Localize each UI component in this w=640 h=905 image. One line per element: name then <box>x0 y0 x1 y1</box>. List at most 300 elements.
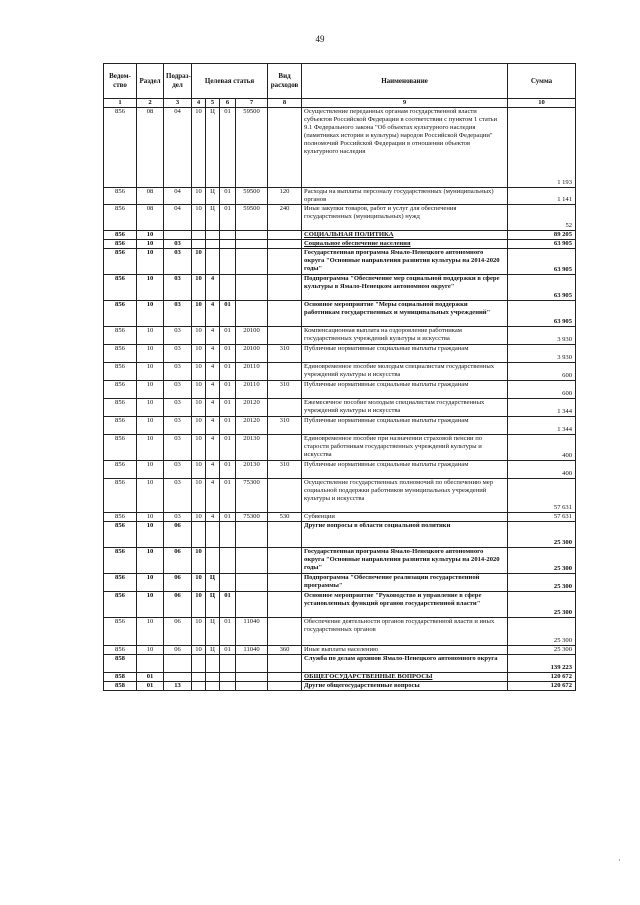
razdel-cell: 10 <box>137 479 164 513</box>
table-row <box>104 655 576 673</box>
razdel-cell: 08 <box>137 205 164 231</box>
activity-code-cell: 01 <box>220 417 236 435</box>
direction-code-cell: 20110 <box>236 381 268 399</box>
subprogram-code-cell: Ц <box>206 592 220 618</box>
sum-cell: 57 631 <box>508 479 576 513</box>
activity-code-cell: 01 <box>220 381 236 399</box>
direction-code-cell <box>236 522 268 548</box>
podrazdel-cell: 03 <box>164 327 192 345</box>
activity-code-cell: 01 <box>220 301 236 327</box>
sum-cell: 57 631 <box>508 513 576 522</box>
vedomstvo-cell: 856 <box>104 417 137 435</box>
vedomstvo-cell: 856 <box>104 188 137 205</box>
sum-cell: 1 141 <box>508 188 576 205</box>
subprogram-code-cell <box>206 240 220 249</box>
expense-type-cell <box>268 574 302 592</box>
razdel-cell: 10 <box>137 522 164 548</box>
budget-table <box>103 63 576 691</box>
vedomstvo-cell: 858 <box>104 682 137 691</box>
razdel-cell: 10 <box>137 231 164 240</box>
activity-code-cell: 01 <box>220 399 236 417</box>
podrazdel-cell: 03 <box>164 513 192 522</box>
column-number: 7 <box>236 99 268 108</box>
sum-cell: 25 300 <box>508 618 576 646</box>
activity-code-cell: 01 <box>220 363 236 381</box>
sum-cell: 3 930 <box>508 345 576 363</box>
direction-code-cell: 59500 <box>236 108 268 188</box>
vedomstvo-cell: 856 <box>104 592 137 618</box>
header-name: Наименование <box>302 64 508 99</box>
podrazdel-cell: 03 <box>164 240 192 249</box>
table-row <box>104 461 576 479</box>
vedomstvo-cell: 856 <box>104 275 137 301</box>
podrazdel-cell: 06 <box>164 522 192 548</box>
table-row <box>104 231 576 240</box>
vedomstvo-cell: 856 <box>104 381 137 399</box>
sum-cell: 120 672 <box>508 682 576 691</box>
sum-cell: 25 300 <box>508 548 576 574</box>
vedomstvo-cell: 856 <box>104 522 137 548</box>
activity-code-cell: 01 <box>220 592 236 618</box>
program-code-cell: 10 <box>192 327 206 345</box>
activity-code-cell <box>220 682 236 691</box>
name-cell: Социальное обеспечение населения <box>302 240 508 249</box>
name-cell: Обеспечение деятельности органов государственной власти и иных государственных органов <box>302 618 508 646</box>
direction-code-cell: 11040 <box>236 618 268 646</box>
program-code-cell <box>192 231 206 240</box>
program-code-cell <box>192 240 206 249</box>
table-row <box>104 399 576 417</box>
table-row <box>104 249 576 275</box>
header-sum: Сумма <box>508 64 576 99</box>
program-code-cell <box>192 673 206 682</box>
podrazdel-cell: 03 <box>164 435 192 461</box>
subprogram-code-cell: 4 <box>206 435 220 461</box>
table-row <box>104 417 576 435</box>
sum-cell: 25 300 <box>508 574 576 592</box>
table-row <box>104 381 576 399</box>
expense-type-cell <box>268 673 302 682</box>
sum-cell: 139 223 <box>508 655 576 673</box>
activity-code-cell <box>220 548 236 574</box>
vedomstvo-cell: 856 <box>104 345 137 363</box>
direction-code-cell <box>236 548 268 574</box>
program-code-cell: 10 <box>192 345 206 363</box>
activity-code-cell <box>220 574 236 592</box>
activity-code-cell: 01 <box>220 345 236 363</box>
program-code-cell: 10 <box>192 363 206 381</box>
podrazdel-cell: 06 <box>164 646 192 655</box>
podrazdel-cell: 03 <box>164 363 192 381</box>
direction-code-cell: 20110 <box>236 363 268 381</box>
header-expense-type: Вид расходов <box>268 64 302 99</box>
podrazdel-cell <box>164 673 192 682</box>
table-row <box>104 592 576 618</box>
program-code-cell: 10 <box>192 479 206 513</box>
direction-code-cell <box>236 301 268 327</box>
sum-cell: 1 193 <box>508 108 576 188</box>
subprogram-code-cell <box>206 682 220 691</box>
program-code-cell: 10 <box>192 417 206 435</box>
razdel-cell: 10 <box>137 301 164 327</box>
activity-code-cell: 01 <box>220 327 236 345</box>
table-header <box>104 64 576 99</box>
razdel-cell: 10 <box>137 513 164 522</box>
program-code-cell: 10 <box>192 108 206 188</box>
vedomstvo-cell: 856 <box>104 548 137 574</box>
razdel-cell: 01 <box>137 682 164 691</box>
table-row <box>104 363 576 381</box>
activity-code-cell: 01 <box>220 435 236 461</box>
activity-code-cell <box>220 275 236 301</box>
direction-code-cell <box>236 574 268 592</box>
podrazdel-cell: 06 <box>164 548 192 574</box>
razdel-cell: 10 <box>137 417 164 435</box>
program-code-cell: 10 <box>192 301 206 327</box>
expense-type-cell <box>268 249 302 275</box>
subprogram-code-cell: Ц <box>206 108 220 188</box>
program-code-cell <box>192 522 206 548</box>
table-row <box>104 646 576 655</box>
table-row <box>104 682 576 691</box>
table-row <box>104 345 576 363</box>
column-number: 4 <box>192 99 206 108</box>
program-code-cell: 10 <box>192 461 206 479</box>
podrazdel-cell: 03 <box>164 275 192 301</box>
vedomstvo-cell: 856 <box>104 363 137 381</box>
name-cell: Государственная программа Ямало-Ненецкого автономного округа "Основные направления развития культуры на 2014-2020 годы" <box>302 249 508 275</box>
name-cell: Осуществление государственных полномочий по обеспечению мер социальной поддержки работников муниципальных учреждений культуры и искусства <box>302 479 508 513</box>
podrazdel-cell: 03 <box>164 417 192 435</box>
vedomstvo-cell: 856 <box>104 574 137 592</box>
name-cell: Подпрограмма "Обеспечение мер социальной поддержки в сфере культуры в Ямало-Ненецком автономном округе" <box>302 275 508 301</box>
sum-cell: 63 905 <box>508 301 576 327</box>
subprogram-code-cell <box>206 231 220 240</box>
name-cell: Основное мероприятие "Меры социальной поддержки работникам государственных и муниципальных учреждений" <box>302 301 508 327</box>
direction-code-cell <box>236 240 268 249</box>
table-row <box>104 548 576 574</box>
program-code-cell: 10 <box>192 618 206 646</box>
name-cell: Служба по делам архивов Ямало-Ненецкого автономного округа <box>302 655 508 673</box>
activity-code-cell <box>220 249 236 275</box>
activity-code-cell <box>220 673 236 682</box>
expense-type-cell <box>268 231 302 240</box>
table-row <box>104 327 576 345</box>
podrazdel-cell: 03 <box>164 381 192 399</box>
razdel-cell: 01 <box>137 673 164 682</box>
podrazdel-cell: 03 <box>164 479 192 513</box>
direction-code-cell <box>236 231 268 240</box>
name-cell: Публичные нормативные социальные выплаты гражданам <box>302 461 508 479</box>
razdel-cell: 08 <box>137 188 164 205</box>
sum-cell: 89 205 <box>508 231 576 240</box>
direction-code-cell: 20120 <box>236 399 268 417</box>
sum-cell: 25 300 <box>508 522 576 548</box>
column-number: 5 <box>206 99 220 108</box>
expense-type-cell <box>268 327 302 345</box>
expense-type-cell <box>268 363 302 381</box>
program-code-cell: 10 <box>192 574 206 592</box>
sum-cell: 1 344 <box>508 417 576 435</box>
direction-code-cell: 59500 <box>236 188 268 205</box>
table-row <box>104 673 576 682</box>
table-row <box>104 108 576 188</box>
vedomstvo-cell: 856 <box>104 513 137 522</box>
razdel-cell: 10 <box>137 240 164 249</box>
subprogram-code-cell <box>206 522 220 548</box>
subprogram-code-cell: 4 <box>206 399 220 417</box>
podrazdel-cell: 04 <box>164 205 192 231</box>
vedomstvo-cell: 856 <box>104 461 137 479</box>
program-code-cell: 10 <box>192 513 206 522</box>
razdel-cell <box>137 655 164 673</box>
direction-code-cell: 20100 <box>236 345 268 363</box>
page-number: 49 <box>315 34 325 44</box>
table-row <box>104 205 576 231</box>
vedomstvo-cell: 858 <box>104 673 137 682</box>
subprogram-code-cell: Ц <box>206 646 220 655</box>
expense-type-cell <box>268 240 302 249</box>
subprogram-code-cell: Ц <box>206 574 220 592</box>
direction-code-cell: 20100 <box>236 327 268 345</box>
direction-code-cell: 11040 <box>236 646 268 655</box>
vedomstvo-cell: 856 <box>104 327 137 345</box>
activity-code-cell <box>220 240 236 249</box>
column-number: 3 <box>164 99 192 108</box>
sum-cell: 3 930 <box>508 327 576 345</box>
activity-code-cell: 01 <box>220 646 236 655</box>
vedomstvo-cell: 856 <box>104 399 137 417</box>
subprogram-code-cell: 4 <box>206 513 220 522</box>
activity-code-cell: 01 <box>220 188 236 205</box>
podrazdel-cell: 03 <box>164 301 192 327</box>
expense-type-cell: 120 <box>268 188 302 205</box>
direction-code-cell: 75300 <box>236 513 268 522</box>
vedomstvo-cell: 858 <box>104 655 137 673</box>
direction-code-cell: 20130 <box>236 435 268 461</box>
razdel-cell: 10 <box>137 381 164 399</box>
razdel-cell: 08 <box>137 108 164 188</box>
header-vedomstvo: Ведом-ство <box>104 64 137 99</box>
expense-type-cell <box>268 435 302 461</box>
direction-code-cell <box>236 275 268 301</box>
subprogram-code-cell: Ц <box>206 188 220 205</box>
subprogram-code-cell: 4 <box>206 327 220 345</box>
direction-code-cell <box>236 592 268 618</box>
program-code-cell: 10 <box>192 275 206 301</box>
sum-cell: 52 <box>508 205 576 231</box>
name-cell: Государственная программа Ямало-Ненецкого автономного округа "Основные направления развития культуры на 2014-2020 годы" <box>302 548 508 574</box>
razdel-cell: 10 <box>137 646 164 655</box>
sum-cell: 120 672 <box>508 673 576 682</box>
activity-code-cell <box>220 522 236 548</box>
expense-type-cell <box>268 682 302 691</box>
razdel-cell: 10 <box>137 275 164 301</box>
podrazdel-cell: 06 <box>164 592 192 618</box>
activity-code-cell: 01 <box>220 479 236 513</box>
podrazdel-cell: 06 <box>164 574 192 592</box>
name-cell: Единовременное пособие молодым специалистам государственных учреждений культуры и искусства <box>302 363 508 381</box>
activity-code-cell <box>220 231 236 240</box>
activity-code-cell: 01 <box>220 108 236 188</box>
sum-cell: 400 <box>508 461 576 479</box>
activity-code-cell: 01 <box>220 205 236 231</box>
name-cell: Субвенции <box>302 513 508 522</box>
expense-type-cell: 310 <box>268 417 302 435</box>
razdel-cell: 10 <box>137 618 164 646</box>
razdel-cell: 10 <box>137 461 164 479</box>
vedomstvo-cell: 856 <box>104 205 137 231</box>
razdel-cell: 10 <box>137 548 164 574</box>
podrazdel-cell <box>164 231 192 240</box>
expense-type-cell <box>268 592 302 618</box>
name-cell: СОЦИАЛЬНАЯ ПОЛИТИКА <box>302 231 508 240</box>
sum-cell: 63 905 <box>508 249 576 275</box>
header-target-article: Целевая статья <box>192 64 268 99</box>
subprogram-code-cell: 4 <box>206 275 220 301</box>
activity-code-cell <box>220 655 236 673</box>
name-cell: Основное мероприятие "Руководство и управление в сфере установленных функций органов государственной власти" <box>302 592 508 618</box>
name-cell: Другие общегосударственные вопросы <box>302 682 508 691</box>
program-code-cell: 10 <box>192 205 206 231</box>
name-cell: Осуществление переданных органам государственной власти субъектов Российской Федерации в соответствии с пунктом 1 статьи 9.1 Федерального закона "Об объектах культурного наследия (памятниках истории и культуры) народов Российской Федерации" полномочий Российской Федерации в отношении объектов культурного наследия <box>302 108 508 188</box>
podrazdel-cell: 13 <box>164 682 192 691</box>
subprogram-code-cell <box>206 655 220 673</box>
subprogram-code-cell: Ц <box>206 205 220 231</box>
table-body <box>104 108 576 691</box>
direction-code-cell <box>236 655 268 673</box>
direction-code-cell: 75300 <box>236 479 268 513</box>
expense-type-cell: 240 <box>268 205 302 231</box>
name-cell: Публичные нормативные социальные выплаты гражданам <box>302 381 508 399</box>
expense-type-cell <box>268 108 302 188</box>
podrazdel-cell: 03 <box>164 399 192 417</box>
table-row <box>104 574 576 592</box>
subprogram-code-cell: 4 <box>206 417 220 435</box>
header-razdel: Раздел <box>137 64 164 99</box>
sum-cell: 600 <box>508 381 576 399</box>
subprogram-code-cell: 4 <box>206 461 220 479</box>
vedomstvo-cell: 856 <box>104 301 137 327</box>
vedomstvo-cell: 856 <box>104 618 137 646</box>
sum-cell: 1 344 <box>508 399 576 417</box>
table-row <box>104 188 576 205</box>
subprogram-code-cell <box>206 548 220 574</box>
sum-cell: 63 905 <box>508 275 576 301</box>
table-row <box>104 240 576 249</box>
column-number: 6 <box>220 99 236 108</box>
program-code-cell: 10 <box>192 646 206 655</box>
program-code-cell: 10 <box>192 435 206 461</box>
vedomstvo-cell: 856 <box>104 479 137 513</box>
column-number: 8 <box>268 99 302 108</box>
subprogram-code-cell: 4 <box>206 363 220 381</box>
podrazdel-cell: 03 <box>164 461 192 479</box>
table-row <box>104 479 576 513</box>
subprogram-code-cell: 4 <box>206 345 220 363</box>
expense-type-cell <box>268 399 302 417</box>
name-cell: Публичные нормативные социальные выплаты гражданам <box>302 345 508 363</box>
direction-code-cell: 59500 <box>236 205 268 231</box>
column-number: 2 <box>137 99 164 108</box>
direction-code-cell <box>236 673 268 682</box>
razdel-cell: 10 <box>137 435 164 461</box>
sum-cell: 25 300 <box>508 592 576 618</box>
expense-type-cell: 310 <box>268 461 302 479</box>
vedomstvo-cell: 856 <box>104 646 137 655</box>
sum-cell: 63 905 <box>508 240 576 249</box>
direction-code-cell: 20120 <box>236 417 268 435</box>
name-cell: Расходы на выплаты персоналу государственных (муниципальных) органов <box>302 188 508 205</box>
subprogram-code-cell: 4 <box>206 301 220 327</box>
vedomstvo-cell: 856 <box>104 435 137 461</box>
program-code-cell <box>192 655 206 673</box>
name-cell: Ежемесячное пособие молодым специалистам государственных учреждений культуры и искусства <box>302 399 508 417</box>
expense-type-cell: 310 <box>268 345 302 363</box>
subprogram-code-cell: 4 <box>206 479 220 513</box>
expense-type-cell: 310 <box>268 381 302 399</box>
program-code-cell: 10 <box>192 592 206 618</box>
direction-code-cell <box>236 249 268 275</box>
name-cell: Другие вопросы в области социальной политики <box>302 522 508 548</box>
expense-type-cell <box>268 655 302 673</box>
name-cell: ОБЩЕГОСУДАРСТВЕННЫЕ ВОПРОСЫ <box>302 673 508 682</box>
razdel-cell: 10 <box>137 345 164 363</box>
table-row <box>104 618 576 646</box>
column-number: 1 <box>104 99 137 108</box>
name-cell: Подпрограмма "Обеспечение реализации государственной программы" <box>302 574 508 592</box>
program-code-cell: 10 <box>192 381 206 399</box>
expense-type-cell <box>268 522 302 548</box>
vedomstvo-cell: 856 <box>104 240 137 249</box>
table-row <box>104 522 576 548</box>
razdel-cell: 10 <box>137 249 164 275</box>
name-cell: Иные закупки товаров, работ и услуг для обеспечения государственных (муниципальных) нужд <box>302 205 508 231</box>
margin-dot: · <box>618 856 621 865</box>
program-code-cell <box>192 682 206 691</box>
program-code-cell: 10 <box>192 548 206 574</box>
razdel-cell: 10 <box>137 327 164 345</box>
podrazdel-cell: 04 <box>164 108 192 188</box>
subprogram-code-cell <box>206 249 220 275</box>
program-code-cell: 10 <box>192 188 206 205</box>
name-cell: Компенсационная выплата на оздоровление работникам государственных учреждений культуры и искусства <box>302 327 508 345</box>
activity-code-cell: 01 <box>220 513 236 522</box>
subprogram-code-cell: Ц <box>206 618 220 646</box>
expense-type-cell: 530 <box>268 513 302 522</box>
razdel-cell: 10 <box>137 592 164 618</box>
direction-code-cell: 20130 <box>236 461 268 479</box>
vedomstvo-cell: 856 <box>104 231 137 240</box>
name-cell: Публичные нормативные социальные выплаты гражданам <box>302 417 508 435</box>
razdel-cell: 10 <box>137 574 164 592</box>
sum-cell: 400 <box>508 435 576 461</box>
podrazdel-cell <box>164 655 192 673</box>
expense-type-cell <box>268 618 302 646</box>
table-row <box>104 301 576 327</box>
subprogram-code-cell <box>206 673 220 682</box>
podrazdel-cell: 03 <box>164 345 192 363</box>
expense-type-cell: 360 <box>268 646 302 655</box>
vedomstvo-cell: 856 <box>104 108 137 188</box>
expense-type-cell <box>268 301 302 327</box>
activity-code-cell: 01 <box>220 618 236 646</box>
name-cell: Иные выплаты населению <box>302 646 508 655</box>
activity-code-cell: 01 <box>220 461 236 479</box>
subprogram-code-cell: 4 <box>206 381 220 399</box>
expense-type-cell <box>268 548 302 574</box>
table-row <box>104 435 576 461</box>
